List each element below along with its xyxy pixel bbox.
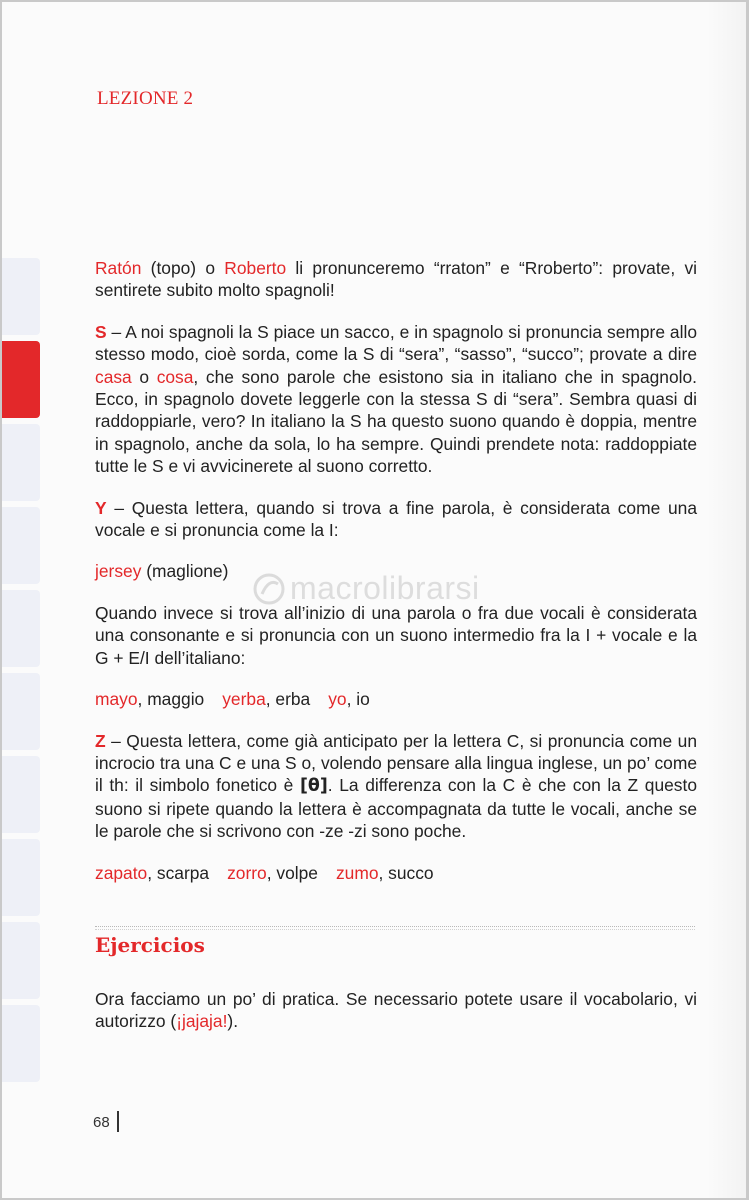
spanish-word: mayo — [95, 689, 138, 710]
body-text: – A noi spagnoli la S piace un sacco, e in spagnolo si pronuncia sempre allo stesso modo, cioè sorda, come la S di “sera”, “sasso”, “succo”; provate a dire — [95, 321, 697, 365]
body-text: Quando invece si trova all’inizio di una parola o fra due vocali è considerata una consonante e si pronuncia con un suono intermedio fra la I + vocale e la G + E/I dell’italiano: — [95, 602, 697, 668]
paragraph-letter-z — [95, 730, 697, 843]
section-tab-5 — [2, 590, 40, 667]
letter-heading-z: Z — [95, 730, 106, 751]
body-text: . La differenza con la C è che con la Z questo suono si ripete quando la lettera è accompagnata da tutte le vocali, anche se le parole che si scrivono con -ze -zi sono poche. — [95, 775, 697, 842]
spanish-word: casa — [95, 366, 132, 387]
section-tab-7 — [2, 756, 40, 833]
letter-heading-y: Y — [95, 497, 107, 518]
section-tab-2-active — [2, 341, 40, 418]
body-text: li pronunceremo “rraton” e “Rroberto”: provate, vi sentirete subito molto spagnoli! — [95, 258, 698, 301]
paragraph-letter-s — [95, 321, 697, 478]
letter-heading-s: S — [95, 321, 107, 342]
body-text: o — [131, 366, 157, 387]
spanish-word: Roberto — [224, 258, 287, 278]
translation: , scarpa — [147, 862, 210, 883]
spanish-word: yo — [328, 689, 347, 710]
example-jersey — [95, 560, 697, 582]
translation: (maglione) — [141, 561, 229, 582]
body-text: (topo) o — [141, 258, 225, 278]
examples-y — [95, 688, 697, 710]
lesson-body — [95, 257, 697, 903]
paragraph-raton — [95, 257, 697, 302]
body-text: – Questa lettera, quando si trova a fine parola, è considerata come una vocale e si pronuncia come la I: — [95, 497, 697, 541]
page-number-bar — [117, 1111, 119, 1132]
book-page — [2, 2, 746, 1198]
spanish-word: zapato — [95, 862, 148, 883]
lesson-header: LEZIONE 2 — [97, 88, 194, 109]
translation: , succo — [378, 862, 434, 883]
watermark-text: macrolibrarsi — [290, 570, 480, 606]
spanish-word: zorro — [227, 862, 267, 883]
spanish-word: ¡jajaja! — [176, 1011, 228, 1032]
paragraph-letter-y — [95, 497, 697, 542]
body-text: , che sono parole che esistono sia in italiano che in spagnolo. Ecco, in spagnolo dovete leggerle con la stessa S di “sera”. Sembra quasi di raddoppiarle, vero? In italiano la S ha questo suono quando è doppia, mentre in spagnolo, anche da sola, lo ha sempre. Quindi prendete nota: raddoppiate tutte le S e vi avvicinerete al suono corretto. — [95, 366, 697, 477]
translation: , maggio — [137, 689, 205, 710]
exercises-heading: Ejercicios — [95, 933, 205, 957]
section-tab-3 — [2, 424, 40, 501]
translation: , erba — [265, 689, 311, 710]
section-divider — [95, 926, 695, 927]
section-tab-10 — [2, 1005, 40, 1082]
spanish-word: cosa — [156, 366, 194, 387]
phonetic-symbol: [θ] — [299, 776, 328, 797]
body-text: – Questa lettera, come già anticipato per la lettera C, si pronuncia come un incrocio tra una C e una S o, volendo pensare alla lingua inglese, un po’ come il th: il simbolo fonetico è — [95, 730, 697, 796]
paragraph-y-consonant — [95, 602, 697, 669]
translation: , io — [346, 689, 370, 710]
section-tab-8 — [2, 839, 40, 916]
spanish-word: yerba — [222, 689, 266, 710]
body-text: Ora facciamo un po’ di pratica. Se necessario potete usare il vocabolario, vi autorizzo ( — [95, 989, 697, 1032]
page-number: 68 — [93, 1114, 110, 1131]
section-tab-9 — [2, 922, 40, 999]
body-text: ). — [227, 1011, 239, 1032]
exercises-intro — [95, 988, 697, 1033]
section-tab-4 — [2, 507, 40, 584]
spanish-word: Ratón — [95, 258, 142, 278]
translation: , volpe — [266, 862, 318, 883]
spanish-word: jersey — [95, 561, 142, 582]
examples-z — [95, 862, 697, 884]
section-tab-6 — [2, 673, 40, 750]
spanish-word: zumo — [335, 862, 379, 883]
section-tab-1 — [2, 258, 40, 335]
